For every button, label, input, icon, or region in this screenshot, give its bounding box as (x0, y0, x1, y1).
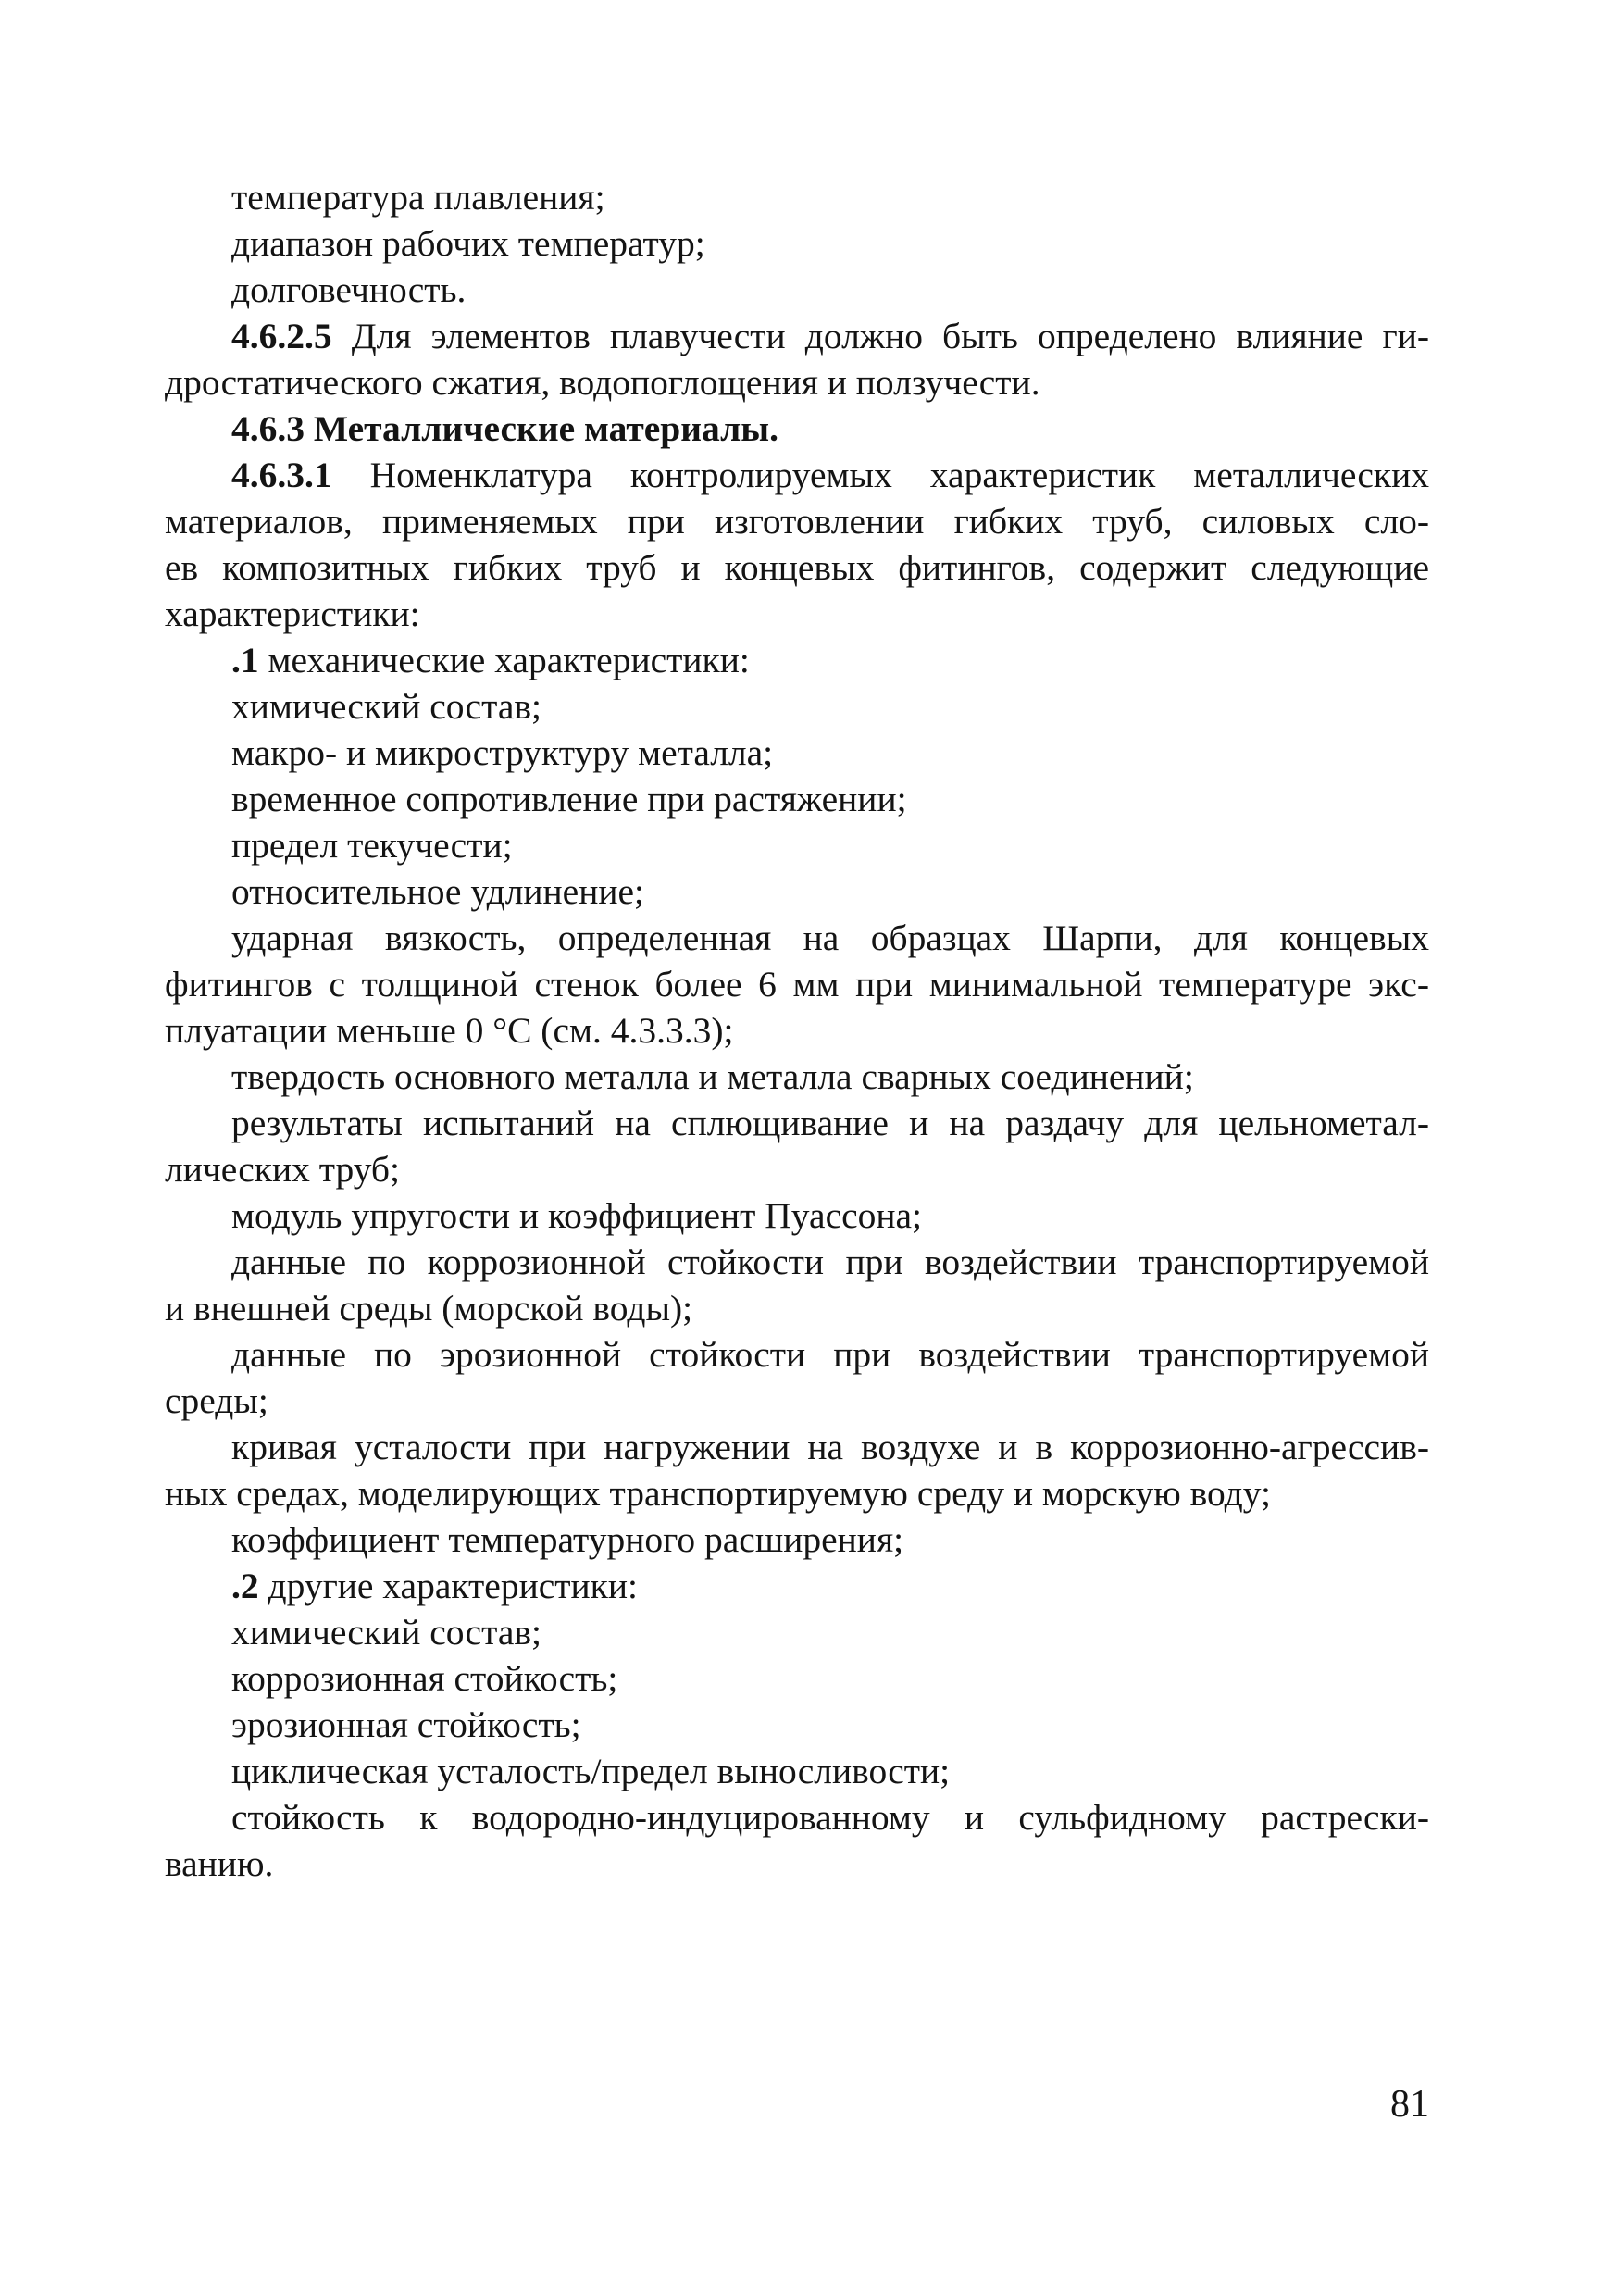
list-item: относительное удлинение; (231, 871, 644, 912)
text-line: ванию. (165, 1843, 274, 1884)
text-line: лических труб; (165, 1149, 400, 1190)
text-line: плуатации меньше 0 °С (см. 4.3.3.3); (165, 1010, 734, 1051)
text-line: диапазон рабочих температур; (231, 223, 705, 264)
list-item: циклическая усталость/предел выносливости; (231, 1751, 951, 1791)
list-item: модуль упругости и коэффициент Пуассона; (231, 1195, 923, 1236)
page-number: 81 (1390, 2083, 1429, 2126)
list-item: твердость основного металла и металла сварных соединений; (231, 1056, 1194, 1097)
text-line: ев композитных гибких труб и концевых фитингов, содержит следующие (165, 547, 1429, 588)
list-item: данные по эрозионной стойкости при воздействии транспортируемой (231, 1334, 1429, 1375)
list-number: .2 (231, 1566, 259, 1606)
text-line: среды; (165, 1380, 268, 1421)
text-line: характеристики: (165, 593, 420, 634)
list-item: данные по коррозионной стойкости при воздействии транспортируемой (231, 1242, 1429, 1282)
list-item: кривая усталости при нагружении на воздухе и в коррозионно-агрессив- (231, 1427, 1429, 1467)
list-item: эрозионная стойкость; (231, 1704, 581, 1745)
list-heading: .2 другие характеристики: (231, 1566, 638, 1606)
list-item: коррозионная стойкость; (231, 1658, 618, 1699)
text-line: дростатического сжатия, водопоглощения и ползучести. (165, 362, 1040, 403)
list-heading: .1 механические характеристики: (231, 640, 750, 680)
clause-number: 4.6.3.1 (231, 455, 332, 495)
list-item: химический состав; (231, 1612, 541, 1653)
paragraph-4-6-3-1-line: 4.6.3.1 Номенклатура контролируемых характеристик металлических (231, 455, 1429, 495)
text-line: температура плавления; (231, 177, 605, 218)
text-line: ных средах, моделирующих транспортируемую среду и морскую воду; (165, 1473, 1271, 1514)
text-line: материалов, применяемых при изготовлении гибких труб, силовых сло- (165, 501, 1429, 542)
list-item: макро- и микроструктуру металла; (231, 732, 774, 773)
section-heading: 4.6.3 Металлические материалы. (231, 408, 778, 449)
clause-number: 4.6.2.5 (231, 316, 332, 356)
body-text (165, 174, 1429, 1887)
list-item: химический состав; (231, 686, 541, 727)
list-item: временное сопротивление при растяжении; (231, 779, 907, 819)
list-item: результаты испытаний на сплющивание и на раздачу для цельнометал- (231, 1103, 1429, 1143)
list-item: стойкость к водородно-индуцированному и сульфидному растрески- (231, 1797, 1429, 1838)
text-line: и внешней среды (морской воды); (165, 1288, 693, 1329)
list-number: .1 (231, 640, 259, 680)
paragraph-4-6-2-5-line: 4.6.2.5 Для элементов плавучести должно быть определено влияние ги- (231, 316, 1429, 356)
list-item: коэффициент температурного расширения; (231, 1519, 904, 1560)
list-item: предел текучести; (231, 825, 513, 866)
text-line: фитингов с толщиной стенок более 6 мм при минимальной температуре экс- (165, 964, 1429, 1004)
list-item: ударная вязкость, определенная на образцах Шарпи, для концевых (231, 917, 1429, 958)
text-line: долговечность. (231, 269, 467, 310)
